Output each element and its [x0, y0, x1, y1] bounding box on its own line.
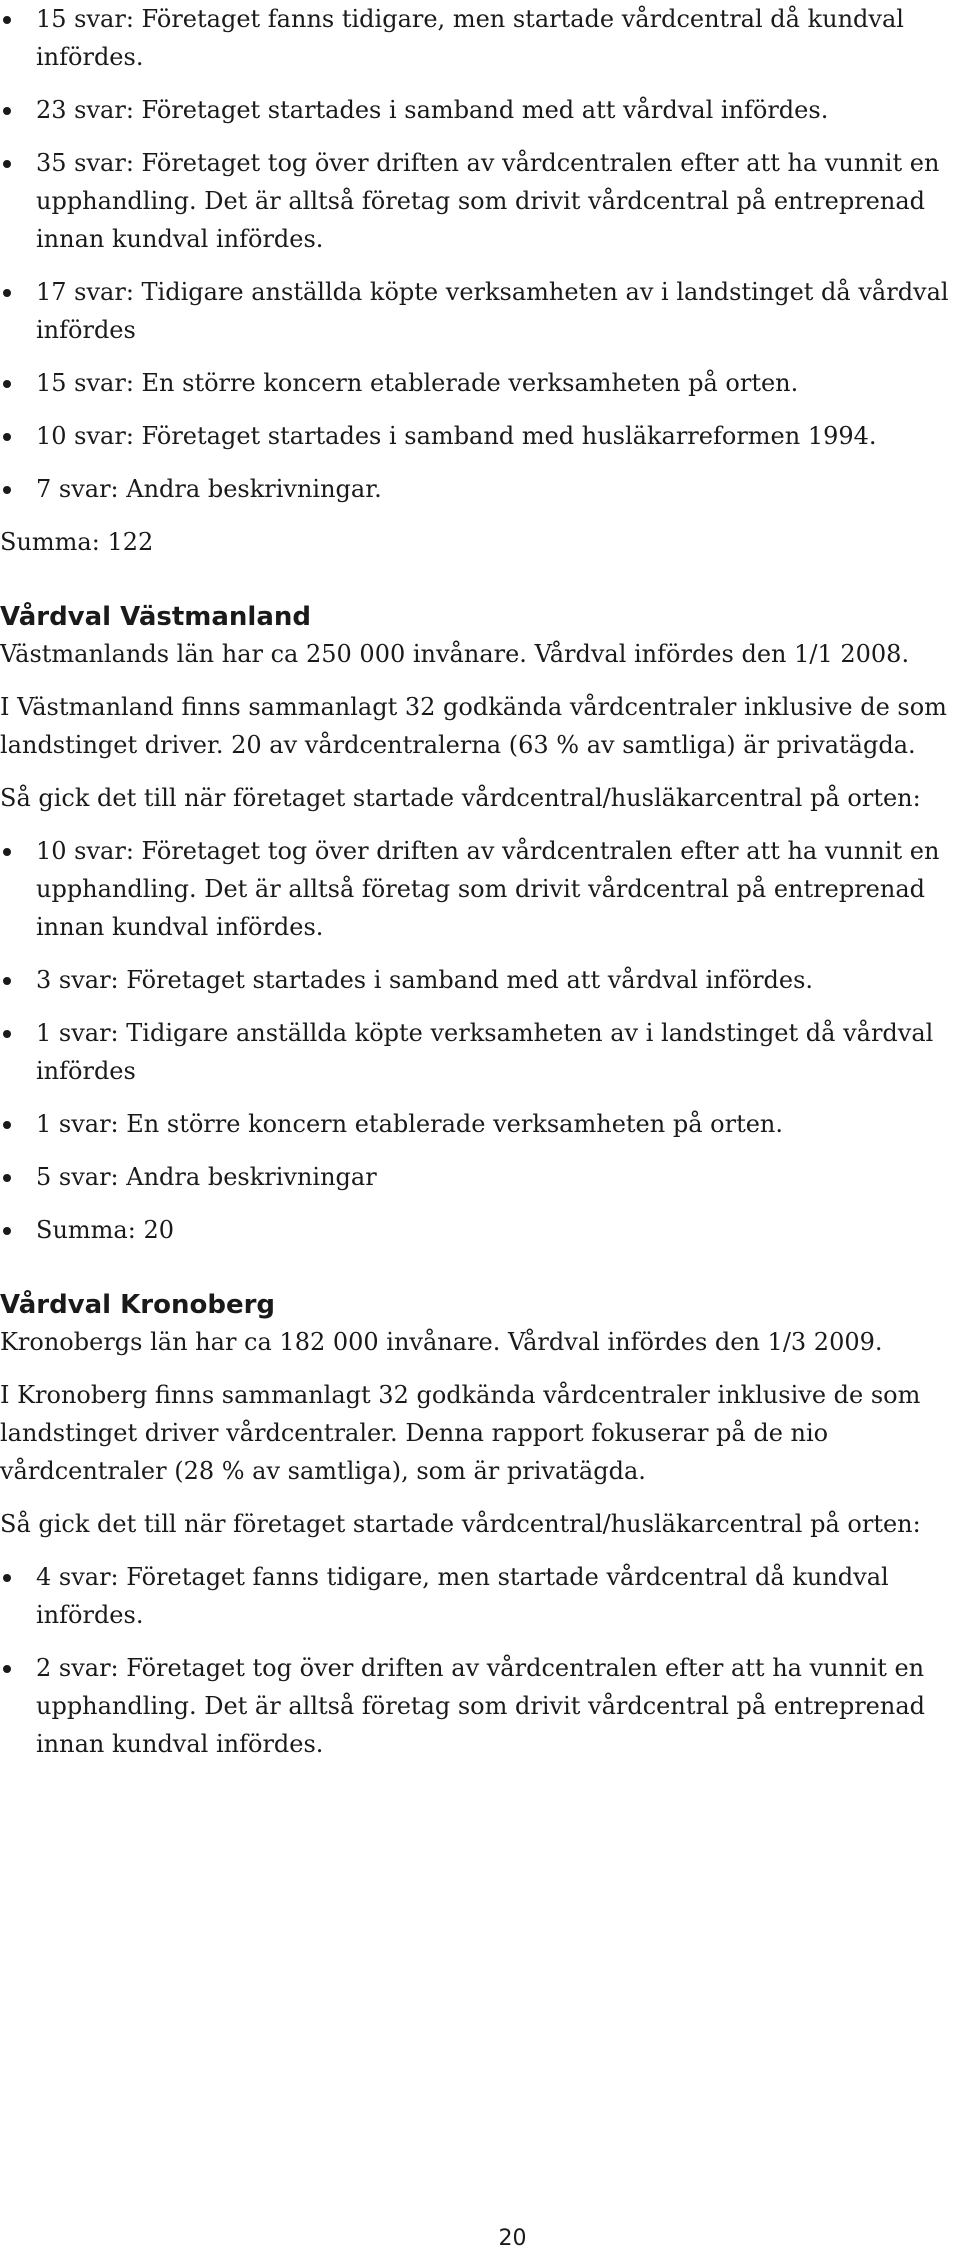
- bullet-icon: [3, 977, 11, 985]
- list-item: [0, 470, 955, 508]
- vastmanland-bullet-list: [0, 832, 955, 1249]
- list-item: [0, 144, 955, 258]
- list-item-text: 5 svar: Andra beskrivningar: [36, 1163, 377, 1191]
- bullet-icon: [3, 486, 11, 494]
- bullet-icon: [3, 848, 11, 856]
- list-item-text: 10 svar: Företaget tog över driften av vårdcentralen efter att ha vunnit en upphandling. Det är alltså företag som drivit vårdcentral på entreprenad innan kundval infördes.: [36, 837, 940, 941]
- list-item-text: 1 svar: Tidigare anställda köpte verksamheten av i landstinget då vårdval infördes: [36, 1019, 934, 1085]
- list-item-text: 15 svar: En större koncern etablerade verksamheten på orten.: [36, 369, 799, 397]
- list-item: [0, 1558, 955, 1634]
- section-heading: Vårdval Kronoberg: [0, 1290, 276, 1320]
- paragraph: Västmanlands län har ca 250 000 invånare. Vårdval infördes den 1/1 2008.: [0, 640, 910, 668]
- bullet-icon: [3, 160, 11, 168]
- intro-bullet-list: [0, 0, 955, 508]
- list-item-text: 2 svar: Företaget tog över driften av vårdcentralen efter att ha vunnit en upphandling. Det är alltså företag som drivit vårdcentral på entreprenad innan kundval infördes.: [36, 1654, 925, 1758]
- bullet-icon: [3, 1121, 11, 1129]
- paragraph: Kronobergs län har ca 182 000 invånare. Vårdval infördes den 1/3 2009.: [0, 1328, 883, 1356]
- list-item: [0, 91, 955, 129]
- list-item: [0, 1211, 955, 1249]
- paragraph: I Västmanland finns sammanlagt 32 godkända vårdcentraler inklusive de som landstinget driver. 20 av vårdcentralerna (63 % av samtliga) är privatägda.: [0, 693, 947, 759]
- list-item-text: 3 svar: Företaget startades i samband med att vårdval infördes.: [36, 966, 814, 994]
- list-item-text: 1 svar: En större koncern etablerade verksamheten på orten.: [36, 1110, 783, 1138]
- bullet-icon: [3, 289, 11, 297]
- list-item: [0, 1158, 955, 1196]
- list-item-text: 7 svar: Andra beskrivningar.: [36, 475, 382, 503]
- list-item: [0, 832, 955, 946]
- paragraph: Så gick det till när företaget startade vårdcentral/husläkarcentral på orten:: [0, 1510, 921, 1538]
- list-item-text: 23 svar: Företaget startades i samband med att vårdval infördes.: [36, 96, 829, 124]
- bullet-icon: [3, 1574, 11, 1582]
- bullet-icon: [3, 380, 11, 388]
- section-kronoberg: [0, 1287, 955, 1763]
- list-item: [0, 1649, 955, 1763]
- list-item-text: 4 svar: Företaget fanns tidigare, men startade vårdcentral då kundval infördes.: [36, 1563, 889, 1629]
- list-item: [0, 273, 955, 349]
- bullet-icon: [3, 1665, 11, 1673]
- section-vastmanland: [0, 599, 955, 1249]
- kronoberg-bullet-list: [0, 1558, 955, 1763]
- paragraph: I Kronoberg finns sammanlagt 32 godkända vårdcentraler inklusive de som landstinget driver vårdcentraler. Denna rapport fokuserar på de nio vårdcentraler (28 % av samtliga), som är privatägda.: [0, 1381, 921, 1485]
- list-item-text: 35 svar: Företaget tog över driften av vårdcentralen efter att ha vunnit en upphandling. Det är alltså företag som drivit vårdcentral på entreprenad innan kundval infördes.: [36, 149, 940, 253]
- section-heading: Vårdval Västmanland: [0, 602, 312, 632]
- bullet-icon: [3, 1227, 11, 1235]
- bullet-icon: [3, 1174, 11, 1182]
- intro-summa: Summa: 122: [0, 528, 154, 556]
- bullet-icon: [3, 107, 11, 115]
- list-item: [0, 364, 955, 402]
- list-item-text: 10 svar: Företaget startades i samband med husläkarreformen 1994.: [36, 422, 877, 450]
- list-item: [0, 961, 955, 999]
- bullet-icon: [3, 16, 11, 24]
- page-number: 20: [498, 2226, 527, 2251]
- list-item-text: 15 svar: Företaget fanns tidigare, men startade vårdcentral då kundval infördes.: [36, 5, 904, 71]
- bullet-icon: [3, 433, 11, 441]
- paragraph: Så gick det till när företaget startade vårdcentral/husläkarcentral på orten:: [0, 784, 921, 812]
- list-item-text: 17 svar: Tidigare anställda köpte verksamheten av i landstinget då vårdval infördes: [36, 278, 949, 344]
- list-item: [0, 1014, 955, 1090]
- list-item: [0, 1105, 955, 1143]
- list-item-text: Summa: 20: [36, 1216, 174, 1244]
- list-item: [0, 0, 955, 76]
- bullet-icon: [3, 1030, 11, 1038]
- list-item: [0, 417, 955, 455]
